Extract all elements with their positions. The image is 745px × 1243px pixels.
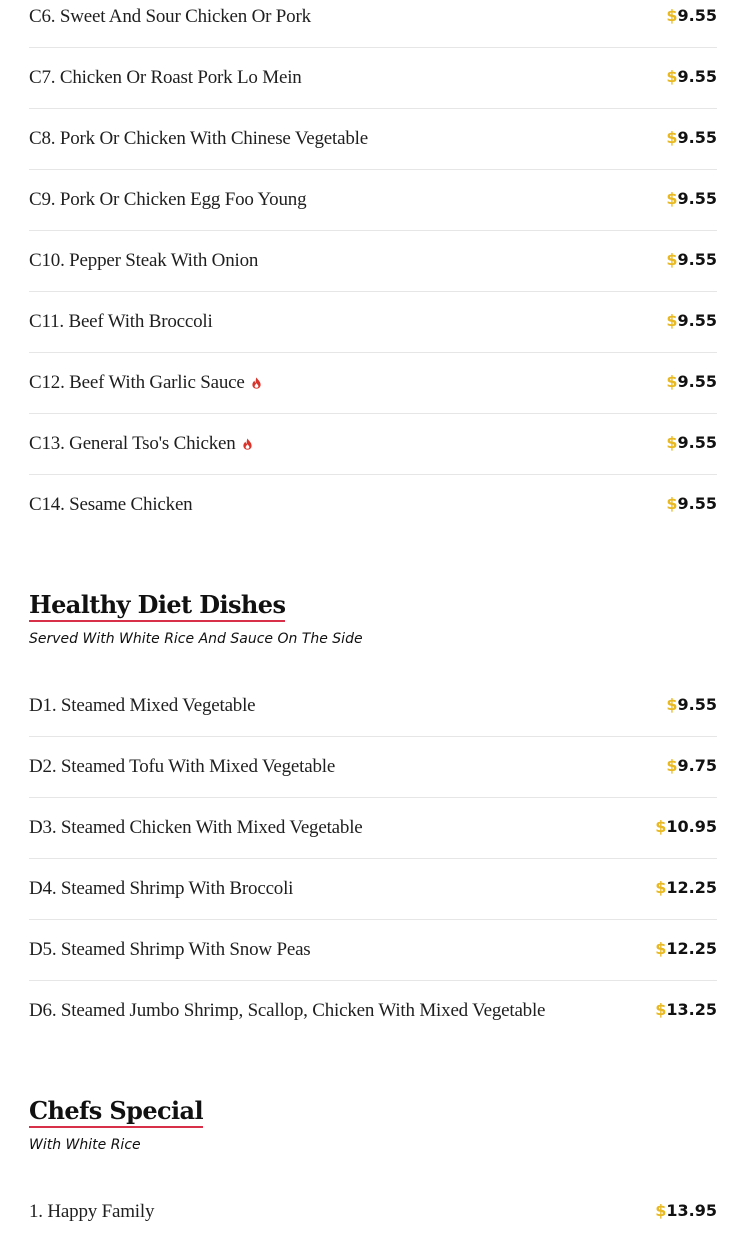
- menu-item-price: [666, 6, 717, 25]
- menu-item-name-text: 1. Happy Family: [29, 1201, 155, 1222]
- menu-item-price: [655, 878, 717, 897]
- menu-item-name-text: D4. Steamed Shrimp With Broccoli: [29, 878, 294, 899]
- menu-item-price: [666, 311, 717, 330]
- menu-item-name-text: C11. Beef With Broccoli: [29, 311, 213, 332]
- price-amount: 9.75: [677, 756, 717, 775]
- menu-item-name-text: C13. General Tso's Chicken: [29, 433, 236, 454]
- currency-symbol: $: [655, 939, 667, 958]
- menu-item-name: [29, 189, 306, 211]
- menu-item-name-text: D2. Steamed Tofu With Mixed Vegetable: [29, 756, 336, 777]
- price-amount: 9.55: [677, 6, 717, 25]
- currency-symbol: $: [666, 128, 678, 147]
- currency-symbol: $: [666, 494, 678, 513]
- price-amount: 13.25: [666, 1000, 717, 1019]
- price-amount: 12.25: [666, 939, 717, 958]
- menu-item-price: [666, 494, 717, 513]
- menu-item-price: [655, 817, 717, 836]
- section-spacer: [29, 536, 717, 590]
- price-amount: 9.55: [677, 128, 717, 147]
- price-amount: 9.55: [677, 372, 717, 391]
- section-header: [29, 590, 717, 676]
- menu-item-price: [666, 128, 717, 147]
- menu-item-price: [655, 1201, 717, 1220]
- menu-item-name: [29, 1000, 545, 1022]
- menu-item-name: [29, 128, 368, 150]
- section-spacer: [29, 1042, 717, 1096]
- menu-item-name: [29, 250, 258, 272]
- currency-symbol: $: [655, 1000, 667, 1019]
- menu-item[interactable]: [29, 1182, 717, 1243]
- menu-item[interactable]: [29, 231, 717, 292]
- menu-item-price: [655, 1000, 717, 1019]
- menu-item-name-text: C10. Pepper Steak With Onion: [29, 250, 259, 271]
- menu-list: [29, 0, 717, 1243]
- menu-item-price: [666, 372, 717, 391]
- menu-item[interactable]: [29, 48, 717, 109]
- price-amount: 12.25: [666, 878, 717, 897]
- currency-symbol: $: [666, 756, 678, 775]
- currency-symbol: $: [655, 817, 667, 836]
- price-amount: 13.95: [666, 1201, 717, 1220]
- menu-item-name-text: D5. Steamed Shrimp With Snow Peas: [29, 939, 311, 960]
- menu-item[interactable]: [29, 353, 717, 414]
- price-amount: 9.55: [677, 311, 717, 330]
- menu-item[interactable]: [29, 292, 717, 353]
- menu-item-name-text: C8. Pork Or Chicken With Chinese Vegetable: [29, 128, 368, 149]
- menu-item[interactable]: [29, 0, 717, 48]
- currency-symbol: $: [666, 6, 678, 25]
- menu-item-name-text: C7. Chicken Or Roast Pork Lo Mein: [29, 67, 302, 88]
- menu-item-price: [666, 250, 717, 269]
- currency-symbol: $: [666, 67, 678, 86]
- menu-item-name-text: D6. Steamed Jumbo Shrimp, Scallop, Chicken With Mixed Vegetable: [29, 1000, 546, 1021]
- menu-item[interactable]: [29, 920, 717, 981]
- menu-item-name: [29, 494, 192, 516]
- menu-item-name: [29, 1201, 154, 1223]
- menu-item-price: [666, 433, 717, 452]
- menu-item-name: [29, 311, 213, 333]
- menu-item[interactable]: [29, 170, 717, 231]
- menu-item[interactable]: [29, 414, 717, 475]
- price-amount: 9.55: [677, 189, 717, 208]
- currency-symbol: $: [655, 878, 667, 897]
- menu-item-name-text: C14. Sesame Chicken: [29, 494, 193, 515]
- menu-item-price: [666, 189, 717, 208]
- currency-symbol: $: [655, 1201, 667, 1220]
- currency-symbol: $: [666, 189, 678, 208]
- menu-item-name-text: C9. Pork Or Chicken Egg Foo Young: [29, 189, 307, 210]
- menu-item-name: [29, 756, 335, 778]
- menu-item-price: [666, 756, 717, 775]
- currency-symbol: $: [666, 372, 678, 391]
- menu-item-price: [666, 695, 717, 714]
- menu-item-price: [666, 67, 717, 86]
- menu-item-name: [29, 6, 311, 28]
- menu-item-name: [29, 433, 253, 455]
- menu-item-name: [29, 878, 293, 900]
- currency-symbol: $: [666, 695, 678, 714]
- section-subtitle: With White Rice: [29, 1137, 141, 1153]
- spicy-flame-icon: [251, 377, 262, 389]
- menu-item[interactable]: [29, 109, 717, 170]
- menu-item[interactable]: [29, 475, 717, 536]
- price-amount: 9.55: [677, 250, 717, 269]
- menu-item[interactable]: [29, 737, 717, 798]
- menu-item-name: [29, 695, 255, 717]
- menu-item[interactable]: [29, 981, 717, 1042]
- menu-item-name-text: D1. Steamed Mixed Vegetable: [29, 695, 256, 716]
- menu-item-name-text: C6. Sweet And Sour Chicken Or Pork: [29, 6, 311, 27]
- currency-symbol: $: [666, 311, 678, 330]
- section-title: Chefs Special: [29, 1096, 203, 1128]
- menu-item[interactable]: [29, 859, 717, 920]
- price-amount: 9.55: [677, 695, 717, 714]
- menu-item-name: [29, 817, 363, 839]
- section-title: Healthy Diet Dishes: [29, 590, 285, 622]
- menu-item[interactable]: [29, 676, 717, 737]
- menu-item-name: [29, 372, 262, 394]
- menu-item[interactable]: [29, 798, 717, 859]
- menu-item-name: [29, 939, 311, 961]
- menu-item-name-text: D3. Steamed Chicken With Mixed Vegetable: [29, 817, 363, 838]
- currency-symbol: $: [666, 433, 678, 452]
- price-amount: 9.55: [677, 433, 717, 452]
- menu-item-name: [29, 67, 302, 89]
- price-amount: 10.95: [666, 817, 717, 836]
- menu-item-name-text: C12. Beef With Garlic Sauce: [29, 372, 245, 393]
- currency-symbol: $: [666, 250, 678, 269]
- section-header: [29, 1096, 717, 1182]
- spicy-flame-icon: [242, 438, 253, 450]
- price-amount: 9.55: [677, 67, 717, 86]
- menu-item-price: [655, 939, 717, 958]
- section-subtitle: Served With White Rice And Sauce On The Side: [29, 631, 363, 647]
- price-amount: 9.55: [677, 494, 717, 513]
